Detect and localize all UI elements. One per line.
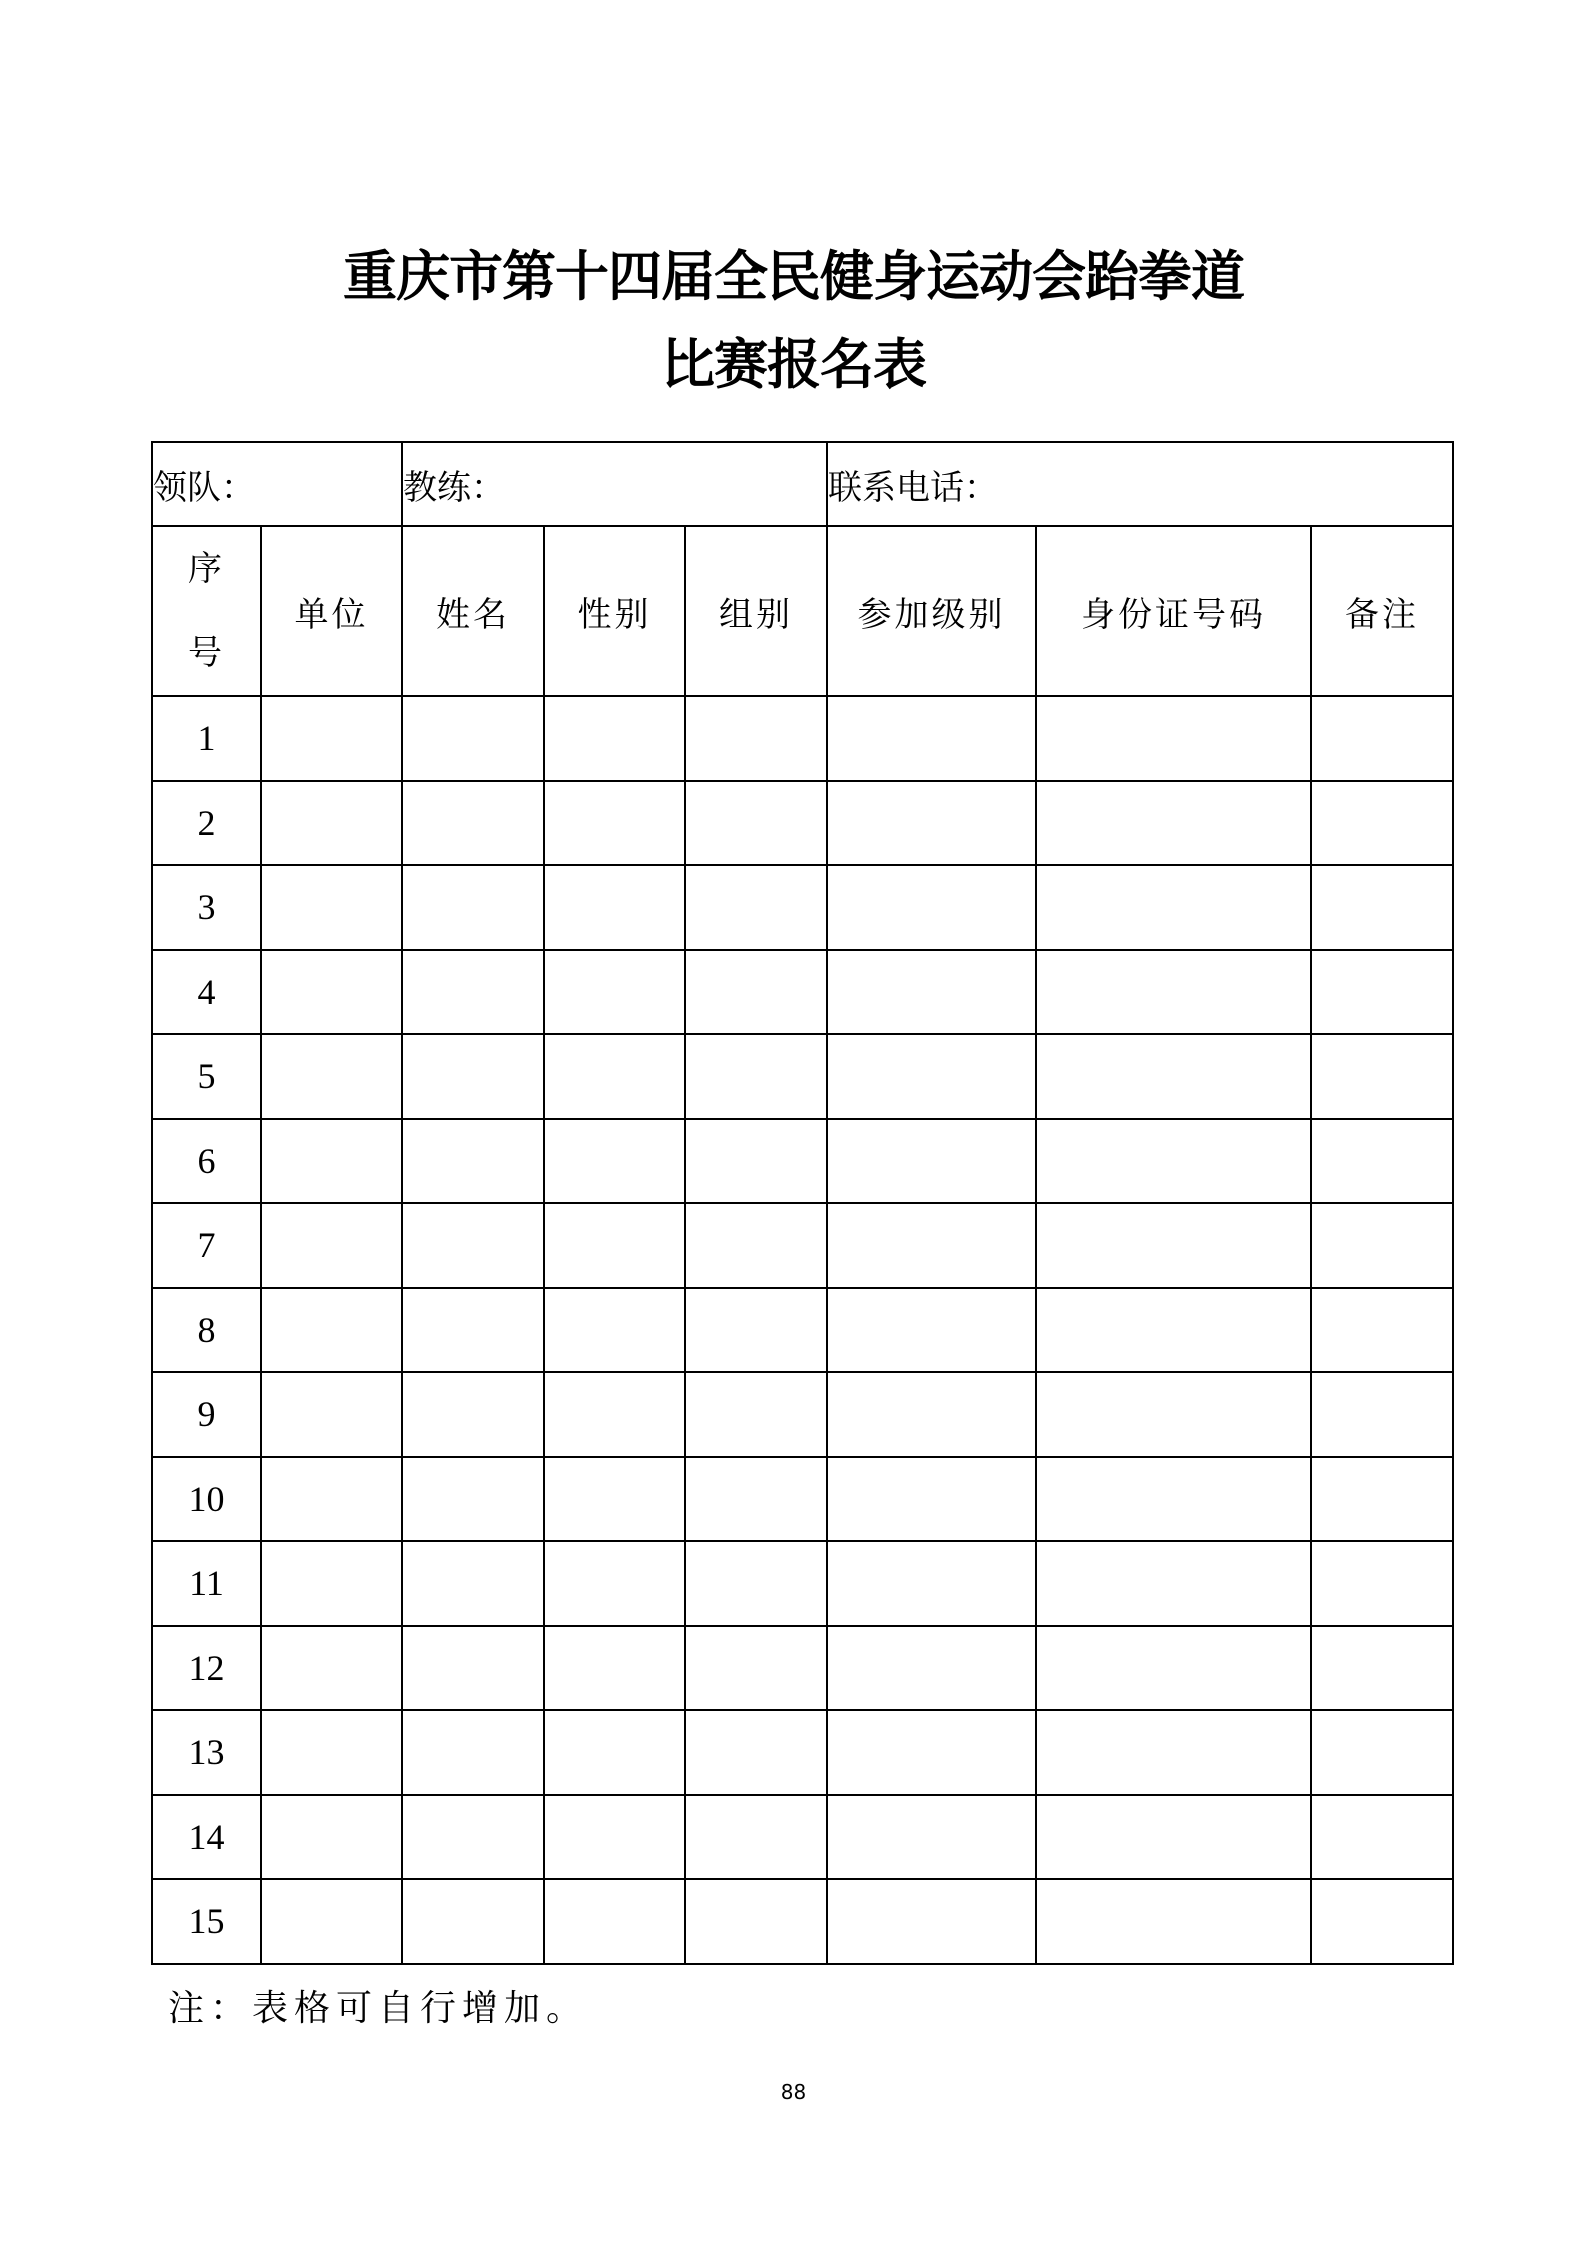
- unit-cell[interactable]: [261, 1119, 402, 1204]
- unit-cell[interactable]: [261, 950, 402, 1035]
- header-weight-class: 参加级别: [827, 526, 1036, 696]
- gender-cell[interactable]: [544, 1119, 685, 1204]
- name-cell[interactable]: [402, 1879, 544, 1964]
- header-seq: [152, 526, 261, 696]
- id-number-cell[interactable]: [1036, 1541, 1311, 1626]
- name-cell[interactable]: [402, 1372, 544, 1457]
- id-number-cell[interactable]: [1036, 1034, 1311, 1119]
- weight-class-cell[interactable]: [827, 950, 1036, 1035]
- name-cell[interactable]: [402, 696, 544, 781]
- group-cell[interactable]: [685, 696, 827, 781]
- form-title-line-2: 比赛报名表: [661, 332, 926, 396]
- gender-cell[interactable]: [544, 1034, 685, 1119]
- unit-cell[interactable]: [261, 865, 402, 950]
- group-cell[interactable]: [685, 781, 827, 866]
- group-cell[interactable]: [685, 865, 827, 950]
- phone-label: 联系电话：: [828, 467, 999, 508]
- group-cell[interactable]: [685, 1541, 827, 1626]
- row-number: 7: [152, 1203, 261, 1288]
- name-cell[interactable]: [402, 781, 544, 866]
- header-group: 组别: [685, 526, 827, 696]
- id-number-cell[interactable]: [1036, 1710, 1311, 1795]
- name-cell[interactable]: [402, 1795, 544, 1880]
- gender-cell[interactable]: [544, 1541, 685, 1626]
- remarks-cell[interactable]: [1311, 1626, 1453, 1711]
- unit-cell[interactable]: [261, 1372, 402, 1457]
- remarks-cell[interactable]: [1311, 1372, 1453, 1457]
- table-row: [152, 1372, 1453, 1457]
- gender-cell[interactable]: [544, 1288, 685, 1373]
- remarks-cell[interactable]: [1311, 1034, 1453, 1119]
- unit-cell[interactable]: [261, 1879, 402, 1964]
- weight-class-cell[interactable]: [827, 1795, 1036, 1880]
- remarks-cell[interactable]: [1311, 950, 1453, 1035]
- weight-class-cell[interactable]: [827, 865, 1036, 950]
- row-number: 5: [152, 1034, 261, 1119]
- group-cell[interactable]: [685, 1626, 827, 1711]
- table-row: [152, 1710, 1453, 1795]
- remarks-cell[interactable]: [1311, 1541, 1453, 1626]
- id-number-cell[interactable]: [1036, 1879, 1311, 1964]
- group-cell[interactable]: [685, 1119, 827, 1204]
- row-number: 3: [152, 865, 261, 950]
- weight-class-cell[interactable]: [827, 1541, 1036, 1626]
- unit-cell[interactable]: [261, 1541, 402, 1626]
- row-number: 9: [152, 1372, 261, 1457]
- table-row: [152, 781, 1453, 866]
- id-number-cell[interactable]: [1036, 1372, 1311, 1457]
- gender-cell[interactable]: [544, 1372, 685, 1457]
- table-row: [152, 1203, 1453, 1288]
- unit-cell[interactable]: [261, 1795, 402, 1880]
- gender-cell[interactable]: [544, 781, 685, 866]
- unit-cell[interactable]: [261, 781, 402, 866]
- group-cell[interactable]: [685, 1203, 827, 1288]
- coach-label: 教练：: [403, 467, 505, 508]
- footnote: 注：表格可自行增加。: [168, 1988, 589, 2029]
- name-cell[interactable]: [402, 1034, 544, 1119]
- unit-cell[interactable]: [261, 1710, 402, 1795]
- coach-field[interactable]: [402, 442, 827, 526]
- header-name: 姓名: [402, 526, 544, 696]
- team-info-row: [152, 442, 1453, 526]
- group-cell[interactable]: [685, 1288, 827, 1373]
- row-number: 4: [152, 950, 261, 1035]
- id-number-cell[interactable]: [1036, 1203, 1311, 1288]
- name-cell[interactable]: [402, 1288, 544, 1373]
- row-number: 14: [152, 1795, 261, 1880]
- row-number: 11: [152, 1541, 261, 1626]
- remarks-cell[interactable]: [1311, 1119, 1453, 1204]
- weight-class-cell[interactable]: [827, 1203, 1036, 1288]
- form-title-line-1: 重庆市第十四届全民健身运动会跆拳道: [343, 244, 1244, 308]
- header-seq-top: 序: [188, 549, 225, 589]
- id-number-cell[interactable]: [1036, 1288, 1311, 1373]
- group-cell[interactable]: [685, 1457, 827, 1542]
- header-id-number: 身份证号码: [1036, 526, 1311, 696]
- row-number: 15: [152, 1879, 261, 1964]
- name-cell[interactable]: [402, 1541, 544, 1626]
- unit-cell[interactable]: [261, 1288, 402, 1373]
- id-number-cell[interactable]: [1036, 1457, 1311, 1542]
- table-row: [152, 1034, 1453, 1119]
- weight-class-cell[interactable]: [827, 781, 1036, 866]
- gender-cell[interactable]: [544, 1795, 685, 1880]
- remarks-cell[interactable]: [1311, 696, 1453, 781]
- remarks-cell[interactable]: [1311, 865, 1453, 950]
- id-number-cell[interactable]: [1036, 1795, 1311, 1880]
- remarks-cell[interactable]: [1311, 1710, 1453, 1795]
- id-number-cell[interactable]: [1036, 865, 1311, 950]
- name-cell[interactable]: [402, 1626, 544, 1711]
- row-number: 13: [152, 1710, 261, 1795]
- id-number-cell[interactable]: [1036, 781, 1311, 866]
- phone-field[interactable]: [827, 442, 1453, 526]
- page-number: 88: [780, 2080, 807, 2104]
- table-row: [152, 950, 1453, 1035]
- row-number: 1: [152, 696, 261, 781]
- header-seq-bottom: 号: [188, 633, 225, 673]
- gender-cell[interactable]: [544, 696, 685, 781]
- gender-cell[interactable]: [544, 1203, 685, 1288]
- column-header-row: [152, 526, 1453, 696]
- weight-class-cell[interactable]: [827, 1879, 1036, 1964]
- row-number: 2: [152, 781, 261, 866]
- row-number: 6: [152, 1119, 261, 1204]
- unit-cell[interactable]: [261, 1203, 402, 1288]
- unit-cell[interactable]: [261, 1034, 402, 1119]
- name-cell[interactable]: [402, 1203, 544, 1288]
- row-number: 12: [152, 1626, 261, 1711]
- group-cell[interactable]: [685, 1034, 827, 1119]
- gender-cell[interactable]: [544, 1710, 685, 1795]
- unit-cell[interactable]: [261, 696, 402, 781]
- remarks-cell[interactable]: [1311, 1457, 1453, 1542]
- weight-class-cell[interactable]: [827, 1372, 1036, 1457]
- row-number: 10: [152, 1457, 261, 1542]
- id-number-cell[interactable]: [1036, 696, 1311, 781]
- gender-cell[interactable]: [544, 1457, 685, 1542]
- remarks-cell[interactable]: [1311, 1203, 1453, 1288]
- id-number-cell[interactable]: [1036, 1626, 1311, 1711]
- name-cell[interactable]: [402, 1119, 544, 1204]
- weight-class-cell[interactable]: [827, 696, 1036, 781]
- group-cell[interactable]: [685, 950, 827, 1035]
- table-row: [152, 696, 1453, 781]
- name-cell[interactable]: [402, 1710, 544, 1795]
- table-row: [152, 1288, 1453, 1373]
- unit-cell[interactable]: [261, 1626, 402, 1711]
- name-cell[interactable]: [402, 865, 544, 950]
- name-cell[interactable]: [402, 950, 544, 1035]
- gender-cell[interactable]: [544, 950, 685, 1035]
- table-row: [152, 865, 1453, 950]
- id-number-cell[interactable]: [1036, 1119, 1311, 1204]
- remarks-cell[interactable]: [1311, 1879, 1453, 1964]
- group-cell[interactable]: [685, 1710, 827, 1795]
- registration-table: [151, 441, 1454, 1965]
- table-row: [152, 1457, 1453, 1542]
- remarks-cell[interactable]: [1311, 1795, 1453, 1880]
- table-row: [152, 1626, 1453, 1711]
- gender-cell[interactable]: [544, 1879, 685, 1964]
- group-cell[interactable]: [685, 1879, 827, 1964]
- weight-class-cell[interactable]: [827, 1119, 1036, 1204]
- weight-class-cell[interactable]: [827, 1034, 1036, 1119]
- group-cell[interactable]: [685, 1372, 827, 1457]
- group-cell[interactable]: [685, 1795, 827, 1880]
- table-row: [152, 1795, 1453, 1880]
- weight-class-cell[interactable]: [827, 1288, 1036, 1373]
- id-number-cell[interactable]: [1036, 950, 1311, 1035]
- header-remarks: 备注: [1311, 526, 1453, 696]
- gender-cell[interactable]: [544, 865, 685, 950]
- remarks-cell[interactable]: [1311, 781, 1453, 866]
- gender-cell[interactable]: [544, 1626, 685, 1711]
- weight-class-cell[interactable]: [827, 1626, 1036, 1711]
- name-cell[interactable]: [402, 1457, 544, 1542]
- remarks-cell[interactable]: [1311, 1288, 1453, 1373]
- table-row: [152, 1541, 1453, 1626]
- leader-field[interactable]: [152, 442, 402, 526]
- header-unit: 单位: [261, 526, 402, 696]
- row-number: 8: [152, 1288, 261, 1373]
- header-gender: 性别: [544, 526, 685, 696]
- weight-class-cell[interactable]: [827, 1457, 1036, 1542]
- leader-label: 领队：: [153, 467, 255, 508]
- weight-class-cell[interactable]: [827, 1710, 1036, 1795]
- unit-cell[interactable]: [261, 1457, 402, 1542]
- table-row: [152, 1119, 1453, 1204]
- table-row: [152, 1879, 1453, 1964]
